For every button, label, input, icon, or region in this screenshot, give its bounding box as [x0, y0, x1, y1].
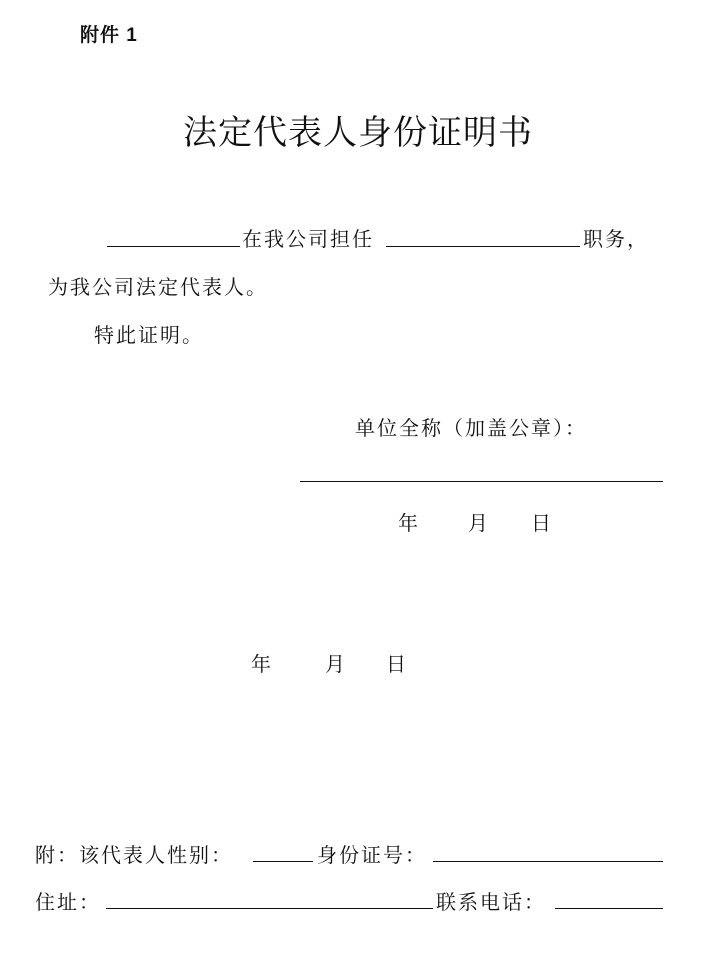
position-blank-line[interactable]: [386, 246, 580, 247]
unit-name-label: 单位全称（加盖公章）：: [355, 416, 587, 440]
unit-name-blank-line[interactable]: [300, 481, 663, 482]
name-blank-line[interactable]: [107, 246, 240, 247]
id-number-label: 身份证号：: [317, 843, 427, 867]
phone-blank-line[interactable]: [555, 908, 663, 909]
gender-blank-line[interactable]: [253, 861, 313, 862]
sign-date-day: 日: [531, 511, 553, 535]
second-date-year: 年: [251, 652, 273, 676]
body-line1-end: 职务，: [583, 227, 649, 251]
body-line1-mid: 在我公司担任: [242, 227, 374, 251]
phone-label: 联系电话：: [436, 890, 546, 914]
second-date-month: 月: [325, 652, 347, 676]
sign-date-month: 月: [468, 511, 490, 535]
attach-gender-label: 附：该代表人性别：: [35, 843, 233, 867]
address-blank-line[interactable]: [106, 908, 433, 909]
second-date-day: 日: [386, 652, 408, 676]
body-line2: 为我公司法定代表人。: [48, 275, 268, 299]
attachment-label: 附件 1: [80, 25, 138, 46]
id-number-blank-line[interactable]: [433, 861, 663, 862]
address-label: 住址：: [35, 890, 101, 914]
sign-date-year: 年: [398, 511, 420, 535]
body-line3: 特此证明。: [94, 323, 204, 347]
document-title: 法定代表人身份证明书: [183, 113, 533, 153]
